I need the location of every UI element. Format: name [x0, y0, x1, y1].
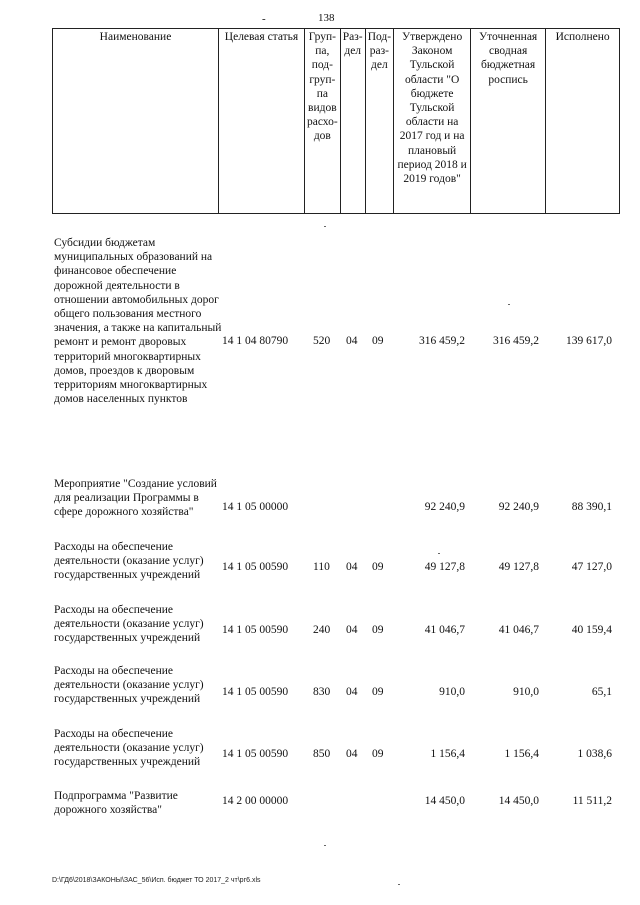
row-section: 04 — [346, 335, 358, 347]
header-refined: Уточненная сводная бюджетная роспись — [471, 29, 546, 214]
row-target-article: 14 1 05 00590 — [222, 624, 289, 636]
row-group: 240 — [313, 624, 331, 636]
row-name: Субсидии бюджетам муниципальных образований на финансовое обеспечение дорожной деятельности в отношении автомобильных дорог общего пользования местного значения, а также на капитальный ремонт и ремонт дворовых территорий многоквартирных домов, проездов к дворовым территориям многоквартирных домов населенных пунктов — [54, 237, 222, 406]
row-executed: 139 617,0 — [566, 335, 612, 347]
row-refined: 316 459,2 — [493, 335, 539, 347]
row-subsection: 09 — [372, 686, 384, 698]
row-name: Мероприятие "Создание условий для реализации Программы в сфере дорожного хозяйства" — [54, 478, 217, 519]
scan-speck — [438, 553, 440, 554]
header-name: Наименование — [53, 29, 219, 214]
row-approved: 14 450,0 — [424, 795, 465, 807]
scan-speck — [324, 845, 326, 846]
row-group: 110 — [313, 561, 330, 573]
header-subsection: Под- раз- дел — [365, 29, 393, 214]
row-approved: 41 046,7 — [424, 624, 465, 636]
row-refined: 1 156,4 — [504, 748, 539, 760]
row-executed: 1 038,6 — [577, 748, 612, 760]
row-subsection: 09 — [372, 624, 384, 636]
row-target-article: 14 1 05 00590 — [222, 561, 289, 573]
row-subsection: 09 — [372, 335, 384, 347]
row-refined: 910,0 — [513, 686, 539, 698]
row-subsection: 09 — [372, 748, 384, 760]
page-number: 138 — [318, 12, 335, 24]
row-target-article: 14 1 05 00590 — [222, 748, 289, 760]
row-group: 830 — [313, 686, 331, 698]
row-section: 04 — [346, 624, 358, 636]
row-refined: 92 240,9 — [498, 501, 539, 513]
scan-speck — [508, 304, 510, 305]
row-group: 850 — [313, 748, 331, 760]
top-mark: - — [262, 13, 266, 25]
row-executed: 40 159,4 — [571, 624, 612, 636]
row-executed: 11 511,2 — [572, 795, 612, 807]
scan-speck — [398, 884, 400, 885]
row-target-article: 14 1 04 80790 — [222, 335, 289, 347]
row-executed: 65,1 — [591, 686, 612, 698]
header-approved: Утверждено Законом Тульской области "О бюджете Тульской области на 2017 год и на плановый период 2018 и 2019 годов" — [394, 29, 471, 214]
row-name: Расходы на обеспечение деятельности (оказание услуг) государственных учреждений — [54, 728, 204, 769]
header-target-article: Целевая статья — [219, 29, 305, 214]
row-target-article: 14 1 05 00000 — [222, 501, 289, 513]
row-section: 04 — [346, 748, 358, 760]
row-name: Расходы на обеспечение деятельности (оказание услуг) государственных учреждений — [54, 541, 204, 582]
footer-file-path: D:\ГД6\2018\ЗАКОНЫ\ЗАС_56\Исп. бюджет ТО 2017_2 чт\рг6.xls — [52, 877, 261, 884]
header-section: Раз- дел — [340, 29, 365, 214]
row-section: 04 — [346, 561, 358, 573]
row-refined: 14 450,0 — [498, 795, 539, 807]
row-name: Расходы на обеспечение деятельности (оказание услуг) государственных учреждений — [54, 665, 204, 706]
scan-speck — [324, 226, 326, 227]
row-approved: 49 127,8 — [424, 561, 465, 573]
row-target-article: 14 2 00 00000 — [222, 795, 289, 807]
row-subsection: 09 — [372, 561, 384, 573]
header-group: Груп- па, под- груп- па видов расхо- дов — [305, 29, 341, 214]
row-refined: 41 046,7 — [498, 624, 539, 636]
row-executed: 88 390,1 — [571, 501, 612, 513]
row-name: Расходы на обеспечение деятельности (оказание услуг) государственных учреждений — [54, 604, 204, 645]
row-group: 520 — [313, 335, 331, 347]
row-approved: 92 240,9 — [424, 501, 465, 513]
row-target-article: 14 1 05 00590 — [222, 686, 289, 698]
row-section: 04 — [346, 686, 358, 698]
row-approved: 316 459,2 — [419, 335, 465, 347]
header-executed: Исполнено — [546, 29, 620, 214]
table-header — [52, 28, 620, 214]
row-approved: 910,0 — [439, 686, 465, 698]
row-approved: 1 156,4 — [430, 748, 465, 760]
row-refined: 49 127,8 — [498, 561, 539, 573]
row-name: Подпрограмма "Развитие дорожного хозяйства" — [54, 790, 178, 817]
row-executed: 47 127,0 — [571, 561, 612, 573]
